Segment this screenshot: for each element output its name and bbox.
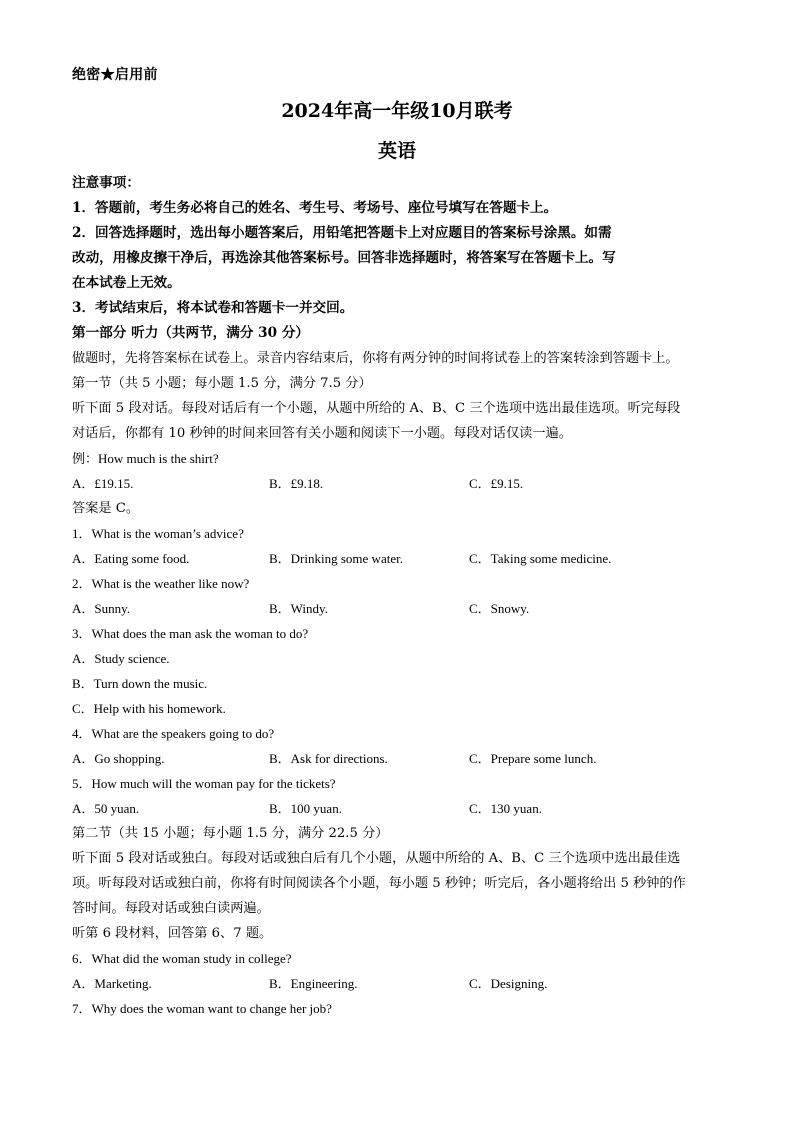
notice-item-2-line-3: 在本试卷上无效。 [72, 275, 181, 291]
section1-instruction-line-2: 对话后，你都有 10 秒钟的时间来回答有关小题和阅读下一小题。每段对话仅读一遍。 [72, 426, 572, 441]
q3-option-b: B．Turn down the music. [72, 676, 208, 691]
example-answer: 答案是 C。 [72, 501, 140, 516]
q6-option-a: A．Marketing. [72, 976, 152, 991]
question-3: 3．What does the man ask the woman to do? [72, 626, 309, 641]
q5-option-c: C．130 yuan. [469, 801, 542, 816]
section2-instruction-line-3: 答时间。每段对话或独白读两遍。 [72, 901, 270, 916]
q3-option-a: A．Study science. [72, 651, 170, 666]
notice-heading: 注意事项： [72, 175, 140, 191]
example-options [72, 471, 722, 496]
q1-option-b: B．Drinking some water. [269, 551, 403, 566]
notice-item-3: 3．考试结束后，将本试卷和答题卡一并交回。 [72, 300, 354, 316]
subject-title: 英语 [377, 140, 416, 162]
section2-heading: 第二节（共 15 小题；每小题 1.5 分，满分 22.5 分） [72, 826, 389, 841]
q4-option-c: C．Prepare some lunch. [469, 751, 597, 766]
section1-instruction-line-1: 听下面 5 段对话。每段对话后有一个小题，从题中所给的 A、B、C 三个选项中选出最佳选项。听完每段 [72, 401, 681, 416]
q4-option-a: A．Go shopping. [72, 751, 165, 766]
question-7: 7．Why does the woman want to change her job? [72, 1001, 332, 1016]
question-6: 6．What did the woman study in college? [72, 951, 292, 966]
exam-title: 2024年高一年级10月联考 [281, 100, 513, 122]
question-2-options [72, 596, 722, 621]
part1-heading: 第一部分 听力（共两节，满分 30 分） [72, 325, 310, 341]
section2-instruction-line-2: 项。听每段对话或独白前，你将有时间阅读各个小题，每小题 5 秒钟；听完后，各小题将给出 5 秒钟的作 [72, 876, 686, 891]
question-4-options [72, 746, 722, 771]
q6-option-b: B．Engineering. [269, 976, 358, 991]
q4-option-b: B．Ask for directions. [269, 751, 388, 766]
q5-option-a: A．50 yuan. [72, 801, 140, 816]
section1-heading: 第一节（共 5 小题；每小题 1.5 分，满分 7.5 分） [72, 376, 372, 391]
question-2: 2．What is the weather like now? [72, 576, 250, 591]
part1-instruction: 做题时，先将答案标在试卷上。录音内容结束后，你将有两分钟的时间将试卷上的答案转涂到答题卡上。 [72, 351, 679, 366]
notice-item-1: 1．答题前，考生务必将自己的姓名、考生号、考场号、座位号填写在答题卡上。 [72, 200, 558, 216]
q3-option-c: C．Help with his homework. [72, 701, 226, 716]
example-question: 例：How much is the shirt? [72, 451, 219, 466]
example-option-c: C．£9.15. [469, 476, 524, 491]
material-6-note: 听第 6 段材料，回答第 6、7 题。 [72, 926, 273, 941]
q2-option-c: C．Snowy. [469, 601, 530, 616]
question-5: 5．How much will the woman pay for the tickets? [72, 776, 336, 791]
notice-item-2-line-1: 2．回答选择题时，选出每小题答案后，用铅笔把答题卡上对应题目的答案标号涂黑。如需 [72, 225, 612, 241]
section2-instruction-line-1: 听下面 5 段对话或独白。每段对话或独白后有几个小题，从题中所给的 A、B、C 三个选项中选出最佳选 [72, 851, 681, 866]
example-option-b: B．£9.18. [269, 476, 324, 491]
question-6-options [72, 971, 722, 996]
notice-item-2-line-2: 改动，用橡皮擦干净后，再选涂其他答案标号。回答非选择题时，将答案写在答题卡上。写 [72, 250, 616, 266]
question-4: 4．What are the speakers going to do? [72, 726, 275, 741]
question-5-options [72, 796, 722, 821]
example-option-a: A．£19.15. [72, 476, 134, 491]
exam-content [72, 171, 722, 1021]
confidential-mark: 绝密★启用前 [72, 67, 158, 83]
q2-option-b: B．Windy. [269, 601, 328, 616]
q1-option-c: C．Taking some medicine. [469, 551, 612, 566]
q5-option-b: B．100 yuan. [269, 801, 342, 816]
q1-option-a: A．Eating some food. [72, 551, 190, 566]
q6-option-c: C．Designing. [469, 976, 548, 991]
question-1: 1．What is the woman’s advice? [72, 526, 244, 541]
q2-option-a: A．Sunny. [72, 601, 131, 616]
question-1-options [72, 546, 722, 571]
